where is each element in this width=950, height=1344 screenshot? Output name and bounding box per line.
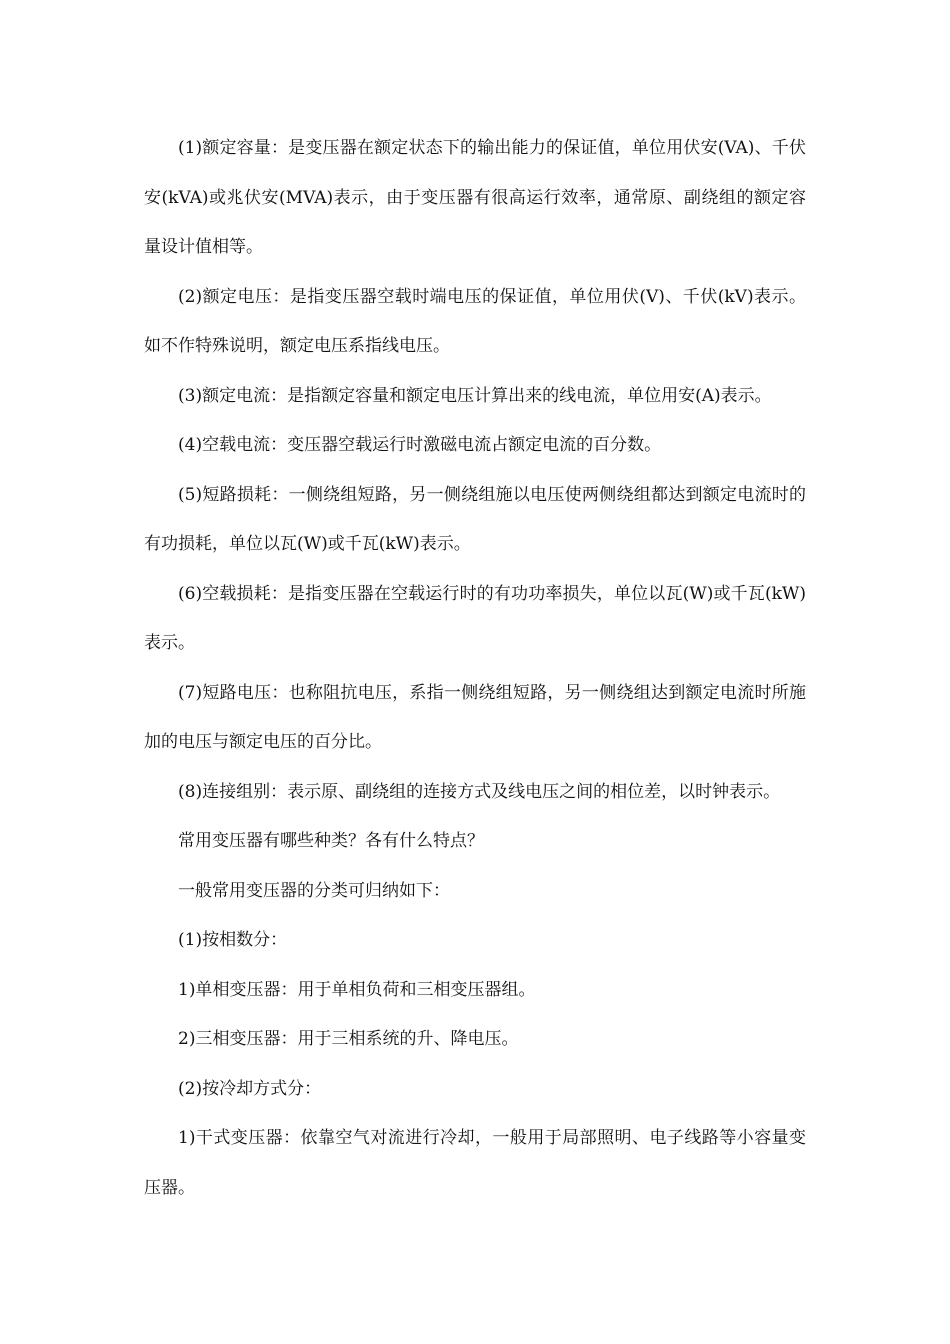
paragraph-rated-current: (3)额定电流：是指额定容量和额定电压计算出来的线电流，单位用安(A)表示。 [178, 385, 772, 406]
paragraph-rated-capacity: (1)额定容量：是变压器在额定状态下的输出能力的保证值，单位用伏安(VA)、千伏安(kVA)或兆伏安(MVA)表示，由于变压器有很高运行效率，通常原、副绕组的额定容量设计值相等。 [144, 138, 806, 257]
document-body [144, 124, 806, 1213]
paragraph-no-load-loss: (6)空载损耗：是指变压器在空载运行时的有功功率损失，单位以瓦(W)或千瓦(kW)表示。 [144, 583, 806, 653]
paragraph-classification-intro: 一般常用变压器的分类可归纳如下： [178, 880, 450, 901]
paragraph-no-load-current: (4)空载电流：变压器空载运行时激磁电流占额定电流的百分数。 [178, 435, 662, 455]
paragraph-dry-type: 1)干式变压器：依靠空气对流进行冷却，一般用于局部照明、电子线路等小容量变压器。 [144, 1128, 806, 1198]
paragraph-question: 常用变压器有哪些种类？各有什么特点？ [178, 831, 484, 851]
paragraph-rated-voltage: (2)额定电压：是指变压器空载时端电压的保证值，单位用伏(V)、千伏(kV)表示。如不作特殊说明，额定电压系指线电压。 [144, 286, 806, 356]
paragraph-short-circuit-loss: (5)短路损耗：一侧绕组短路，另一侧绕组施以电压使两侧绕组都达到额定电流时的有功损耗，单位以瓦(W)或千瓦(kW)表示。 [144, 484, 806, 554]
paragraph-single-phase: 1)单相变压器：用于单相负荷和三相变压器组。 [178, 979, 536, 1000]
paragraph-short-circuit-voltage: (7)短路电压：也称阻抗电压，系指一侧绕组短路，另一侧绕组达到额定电流时所施加的电压与额定电压的百分比。 [144, 682, 806, 752]
paragraph-connection-group: (8)连接组别：表示原、副绕组的连接方式及线电压之间的相位差，以时钟表示。 [178, 781, 781, 802]
paragraph-three-phase: 2)三相变压器：用于三相系统的升、降电压。 [178, 1029, 519, 1049]
paragraph-by-phase: (1)按相数分： [178, 930, 288, 950]
paragraph-by-cooling: (2)按冷却方式分： [178, 1078, 322, 1099]
